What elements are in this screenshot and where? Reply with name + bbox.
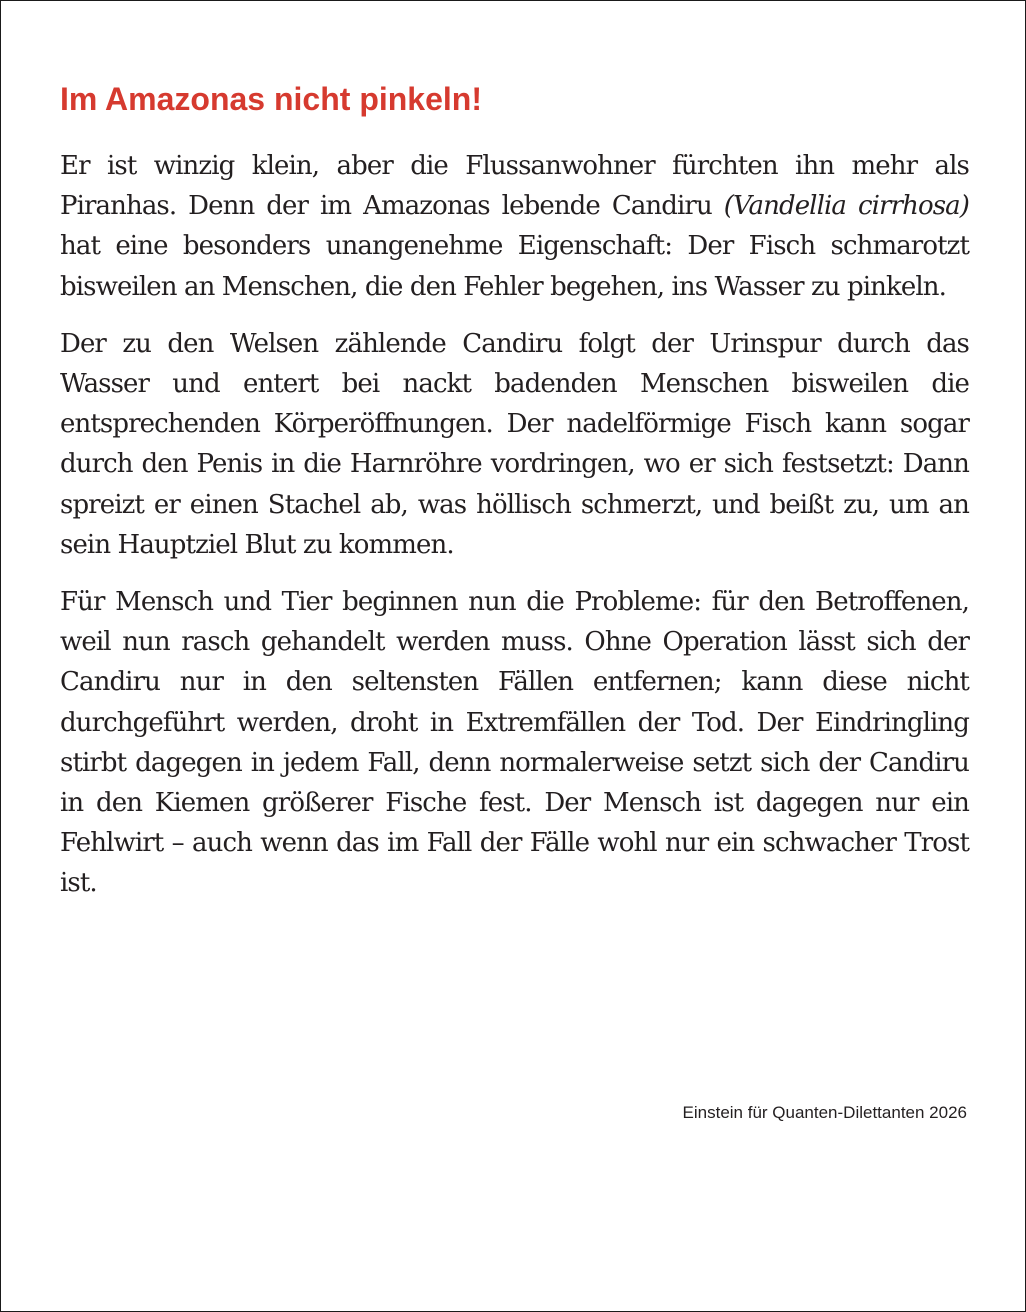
article-body [60, 146, 969, 921]
paragraph-1-text-start: Er ist winzig klein, aber die Flussanwohner fürchten ihn mehr als Piranhas. Denn der im Amazonas lebende Candiru [60, 151, 969, 222]
page-title: Im Amazonas nicht pinkeln! [60, 81, 482, 117]
paragraph-1 [60, 146, 969, 307]
paragraph-3: Für Mensch und Tier beginnen nun die Probleme: für den Betroffenen, weil nun rasch gehandelt werden muss. Ohne Operation lässt sich der Candiru nur in den seltensten Fällen entfernen; kann diese nicht durchgeführt werden, droht in Extremfällen der Tod. Der Eindringling stirbt dagegen in jedem Fall, denn normalerweise setzt sich der Candiru in den Kiemen größerer Fische fest. Der Mensch ist dagegen nur ein Fehlwirt – auch wenn das im Fall der Fälle wohl nur ein schwacher Trost ist. [60, 587, 969, 899]
species-name: (Vandellia cirrhosa) [723, 191, 969, 222]
paragraph-1-text-end: hat eine besonders unangenehme Eigenschaft: Der Fisch schmarotzt bisweilen an Menschen, die den Fehler begehen, ins Wasser zu pinkeln. [60, 231, 969, 302]
footer-source: Einstein für Quanten-Dilettanten 2026 [682, 1103, 967, 1122]
paragraph-2: Der zu den Welsen zählende Candiru folgt der Urinspur durch das Wasser und entert bei nackt badenden Menschen bisweilen die entsprechenden Körperöffnungen. Der nadelförmige Fisch kann sogar durch den Penis in die Harnröhre vordringen, wo er sich festsetzt: Dann spreizt er einen Stachel ab, was höllisch schmerzt, und beißt zu, um an sein Hauptziel Blut zu kommen. [60, 328, 969, 560]
